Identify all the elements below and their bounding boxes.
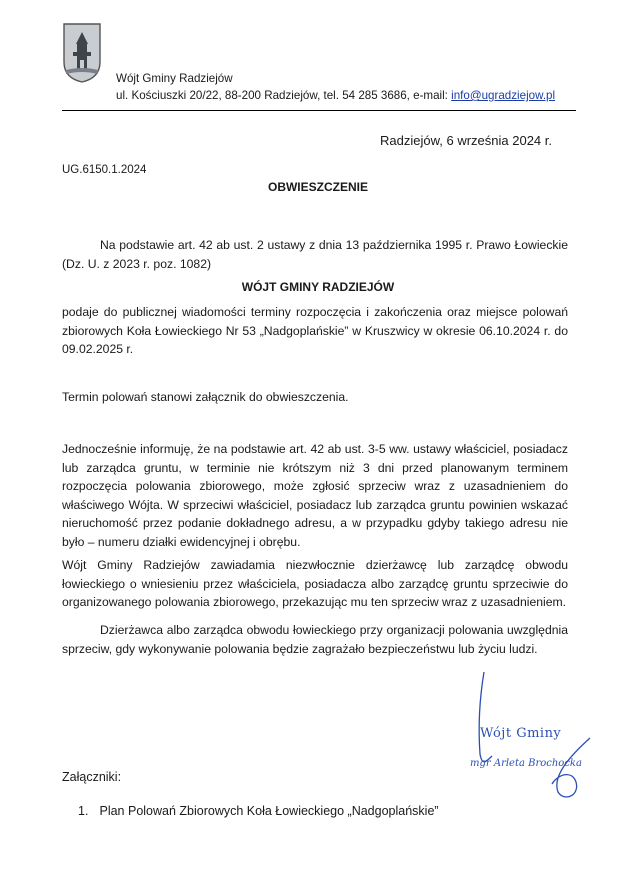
- date-line: Radziejów, 6 września 2024 r.: [380, 133, 552, 148]
- notification-paragraph: Wójt Gminy Radziejów zawiadamia niezwłocznie dzierżawcę lub zarządcę obwodu łowieckiego o wniesieniu przez właściciela, posiadacza albo zarządcę gruntu sprzeciwie do organizowanego polowania zbiorowego, przekazując mu ten sprzeciw wraz z uzasadnieniem.: [62, 558, 568, 610]
- signature-stamp-name: mgr Arleta Brochocka: [470, 758, 582, 769]
- attachment-item: [78, 804, 439, 818]
- coat-of-arms-icon: [62, 22, 102, 84]
- attachment-title: Plan Polowań Zbiorowych Koła Łowieckiego „Nadgoplańskie”: [99, 804, 439, 818]
- document-title: OBWIESZCZENIE: [267, 180, 368, 194]
- attachment-number: 1.: [78, 804, 89, 818]
- email-link[interactable]: info@ugradziejow.pl: [451, 89, 556, 102]
- office-address: ul. Kościuszki 20/22, 88-200 Radziejów, tel. 54 285 3686, e-mail:: [116, 89, 452, 102]
- attachments-label: Załączniki:: [62, 770, 122, 784]
- legal-basis: Na podstawie art. 42 ab ust. 2 ustawy z dnia 13 października 1995 r. Prawo Łowieckie (Dz. U. z 2023 r. poz. 1082): [62, 238, 568, 271]
- announcement-paragraph: podaje do publicznej wiadomości terminy rozpoczęcia i zakończenia oraz miejsce polowań zbiorowych Koła Łowieckiego Nr 53 „Nadgoplańskie” w Kruszwicy w okresie 06.10.2024 r. do 09.02.2025 r.: [62, 305, 568, 357]
- reference-number: UG.6150.1.2024: [62, 164, 147, 176]
- schedule-paragraph: Termin polowań stanowi załącznik do obwieszczenia.: [62, 390, 349, 404]
- header-divider: [62, 110, 576, 111]
- office-name: Wójt Gminy Radziejów: [116, 72, 233, 85]
- issuer-heading: WÓJT GMINY RADZIEJÓW: [241, 280, 395, 294]
- letterhead: [116, 70, 555, 104]
- consideration-paragraph: Dzierżawca albo zarządca obwodu łowieckiego przy organizacji polowania uwzględnia sprzeciw, gdy wykonywanie polowania będzie zagrażało bezpieczeństwu lub życiu ludzi.: [62, 623, 568, 656]
- objection-paragraph: Jednocześnie informuję, że na podstawie art. 42 ab ust. 3-5 ww. ustawy właściciel, posiadacz lub zarządca gruntu, w terminie nie krótszym niż 3 dni przed planowanym terminem rozpoczęcia polowania zbiorowego, może zgłosić sprzeciw wraz z uzasadnieniem do właściwego Wójta. W sprzeciwi właściciel, posiadacz lub zarządca gruntu powinien wskazać nieruchomość przez podanie dokładnego adresu, a w przypadku gdyby takiego adresu nie było – numeru działki ewidencyjnej i obrębu.: [62, 442, 568, 549]
- signature-stamp-title: Wójt Gminy: [480, 726, 562, 741]
- office-contact: [116, 87, 555, 104]
